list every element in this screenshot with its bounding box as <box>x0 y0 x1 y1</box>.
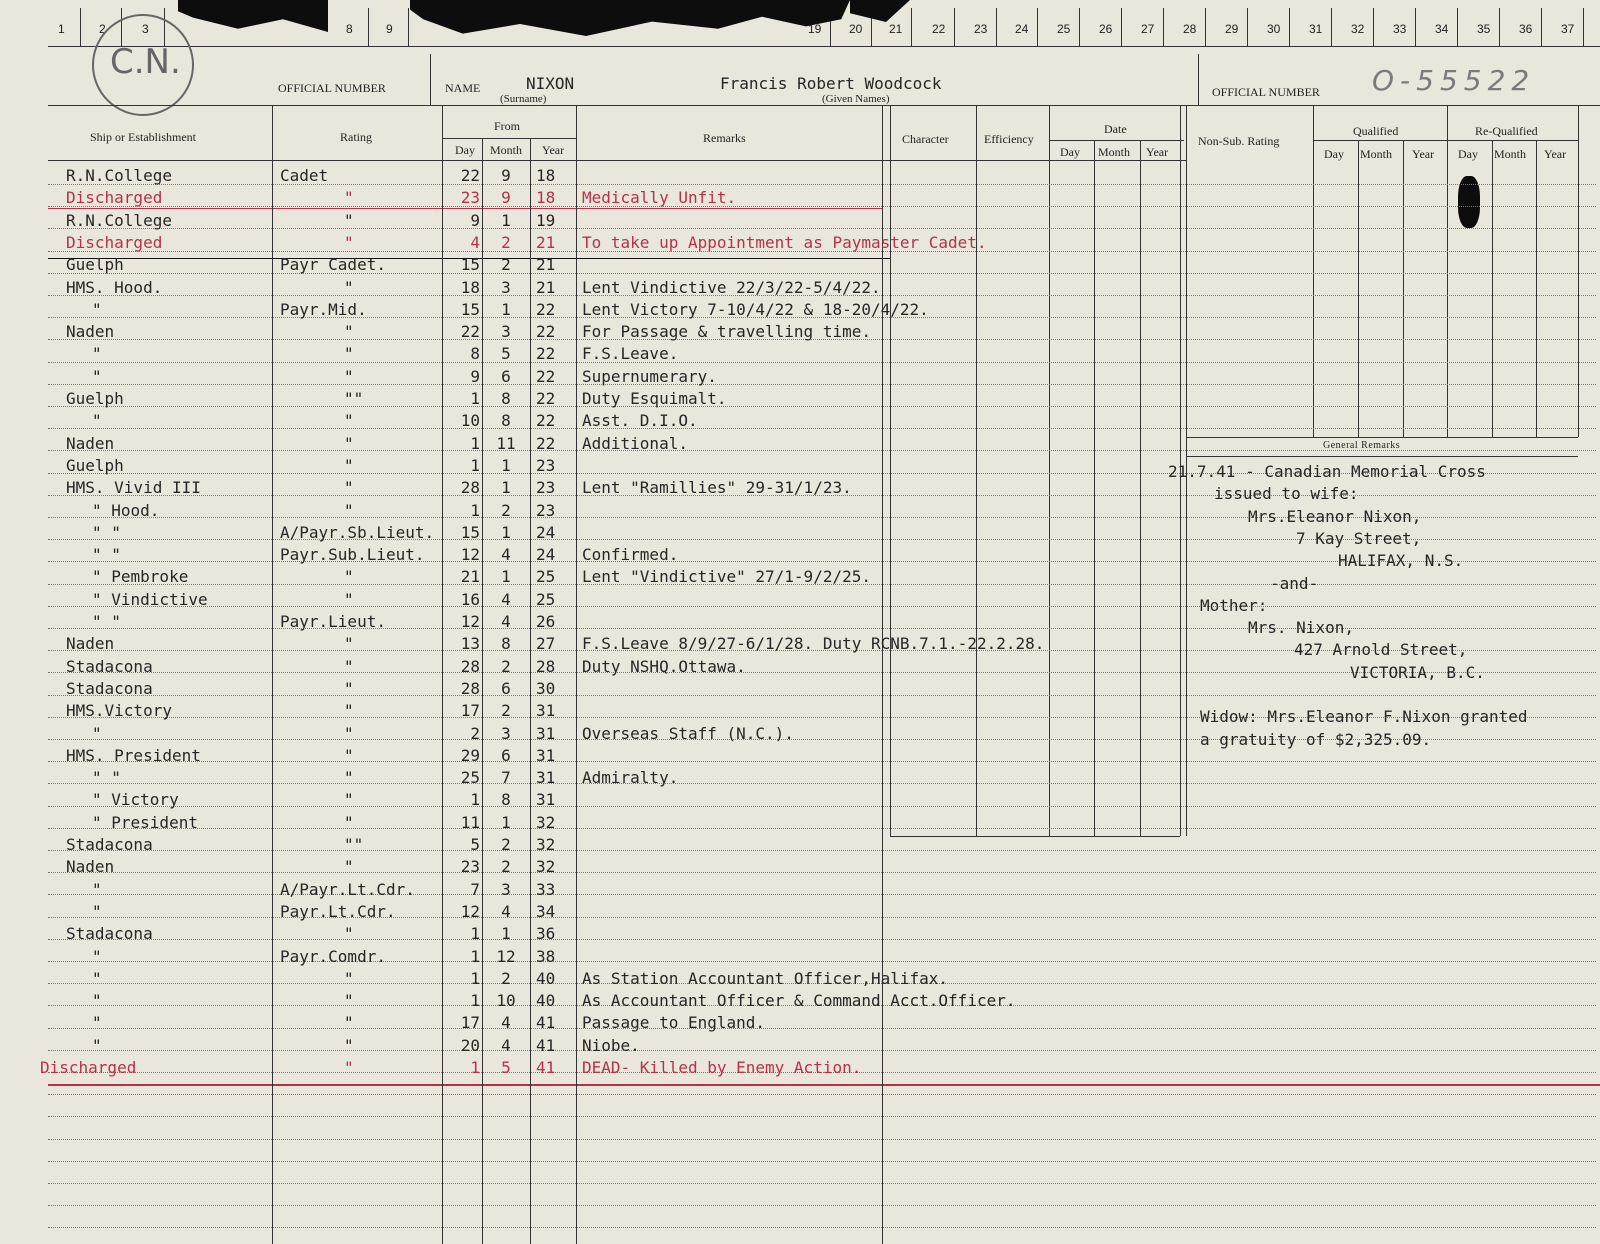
row-month: 1 <box>501 813 511 832</box>
general-remark-line: 21.7.41 - Canadian Memorial Cross <box>1168 462 1486 481</box>
row-day: 1 <box>470 501 480 520</box>
row-rating: " <box>344 679 354 698</box>
row-year: 28 <box>536 657 556 676</box>
row-month: 3 <box>501 724 511 743</box>
col-nonsub-header: Non-Sub. Rating <box>1198 134 1280 148</box>
row-rating: " <box>344 724 354 743</box>
row-month: 2 <box>501 255 511 274</box>
row-remarks: Overseas Staff (N.C.). <box>582 724 794 743</box>
col-year-header: Year <box>542 143 565 157</box>
row-month: 6 <box>501 679 511 698</box>
row-remarks: Admiralty. <box>582 768 679 787</box>
row-ship: " <box>92 411 102 430</box>
row-rating: " <box>344 768 354 787</box>
ruler-number: 32 <box>1351 22 1365 36</box>
ruler-number: 29 <box>1225 22 1239 36</box>
row-day: 1 <box>470 969 480 988</box>
row-month: 1 <box>501 300 511 319</box>
row-ship: " <box>92 344 102 363</box>
row-remarks: For Passage & travelling time. <box>582 322 871 341</box>
row-day: 1 <box>470 991 480 1010</box>
row-month: 8 <box>501 790 511 809</box>
row-rating: " <box>344 924 354 943</box>
row-rating: " <box>344 790 354 809</box>
row-day: 20 <box>460 1036 480 1055</box>
ruler-number: 30 <box>1267 22 1281 36</box>
row-ship: Guelph <box>66 456 124 475</box>
row-rating: " <box>344 211 354 230</box>
row-day: 18 <box>460 278 480 297</box>
row-month: 8 <box>501 389 511 408</box>
row-month: 5 <box>501 1058 511 1077</box>
row-month: 2 <box>501 701 511 720</box>
col-from-header: From <box>494 119 521 133</box>
row-day: 4 <box>470 233 480 252</box>
row-ship: " <box>92 1013 102 1032</box>
row-day: 15 <box>460 523 480 542</box>
row-ship: HMS. President <box>66 746 201 765</box>
row-remarks: As Accountant Officer & Command Acct.Officer. <box>582 991 1016 1010</box>
col-remarks-header: Remarks <box>703 131 746 145</box>
row-month: 1 <box>501 211 511 230</box>
row-year: 18 <box>536 188 556 207</box>
row-day: 11 <box>460 813 480 832</box>
row-year: 25 <box>536 590 556 609</box>
row-remarks: Medically Unfit. <box>582 188 737 207</box>
row-year: 32 <box>536 835 556 854</box>
row-month: 10 <box>496 991 516 1010</box>
row-year: 18 <box>536 166 556 185</box>
row-remarks: Lent Vindictive 22/3/22-5/4/22. <box>582 278 881 297</box>
row-ship: " <box>92 367 102 386</box>
row-year: 23 <box>536 501 556 520</box>
row-ship: " Vindictive <box>92 590 208 609</box>
row-day: 17 <box>460 1013 480 1032</box>
row-rating: " <box>344 857 354 876</box>
row-ship: " <box>92 724 102 743</box>
col-date-year: Year <box>1146 145 1169 159</box>
row-month: 9 <box>501 188 511 207</box>
row-ship: " Victory <box>92 790 179 809</box>
row-rating: " <box>344 634 354 653</box>
row-month: 1 <box>501 456 511 475</box>
row-month: 2 <box>501 657 511 676</box>
row-remarks: F.S.Leave. <box>582 344 679 363</box>
row-day: 22 <box>460 166 480 185</box>
row-month: 3 <box>501 880 511 899</box>
row-rating: " <box>344 478 354 497</box>
ruler-number: 19 <box>808 22 822 36</box>
row-ship: " <box>92 902 102 921</box>
row-rating: " <box>344 657 354 676</box>
row-remarks: Duty NSHQ.Ottawa. <box>582 657 746 676</box>
row-day: 10 <box>460 411 480 430</box>
official-number-label: OFFICIAL NUMBER <box>278 81 386 95</box>
ruler-number: 35 <box>1477 22 1491 36</box>
col-requalified-day: Day <box>1458 147 1478 161</box>
ruler-number: 22 <box>932 22 946 36</box>
row-month: 2 <box>501 233 511 252</box>
row-day: 23 <box>460 188 480 207</box>
row-month: 4 <box>501 590 511 609</box>
general-remark-line: a gratuity of $2,325.09. <box>1200 729 1432 749</box>
row-rating: " <box>344 813 354 832</box>
row-month: 4 <box>501 1013 511 1032</box>
row-day: 28 <box>460 679 480 698</box>
row-ship: R.N.College <box>66 211 172 230</box>
row-year: 31 <box>536 746 556 765</box>
row-year: 26 <box>536 612 556 631</box>
row-month: 7 <box>501 768 511 787</box>
row-day: 1 <box>470 389 480 408</box>
row-remarks: Supernumerary. <box>582 367 717 386</box>
row-day: 12 <box>460 545 480 564</box>
row-ship: " President <box>92 813 198 832</box>
row-month: 1 <box>501 478 511 497</box>
row-month: 6 <box>501 367 511 386</box>
row-rating: " <box>344 567 354 586</box>
ruler-number: 24 <box>1015 22 1029 36</box>
row-year: 34 <box>536 902 556 921</box>
row-rating: " <box>344 233 354 252</box>
row-ship: Guelph <box>66 255 124 274</box>
row-ship: Discharged <box>66 233 163 252</box>
col-character-header: Character <box>902 132 949 146</box>
row-day: 1 <box>470 434 480 453</box>
row-remarks: Asst. D.I.O. <box>582 411 698 430</box>
row-rating: " <box>344 501 354 520</box>
row-ship: " " <box>92 523 121 542</box>
general-remarks-header: General Remarks <box>1323 440 1401 451</box>
row-day: 16 <box>460 590 480 609</box>
row-rating: Payr Cadet. <box>280 255 386 274</box>
row-year: 25 <box>536 567 556 586</box>
row-ship: Discharged <box>66 188 163 207</box>
row-ship: " " <box>92 545 121 564</box>
ruler-number: 23 <box>974 22 988 36</box>
row-year: 22 <box>536 322 556 341</box>
row-year: 30 <box>536 679 556 698</box>
row-ship: Guelph <box>66 389 124 408</box>
col-date-day: Day <box>1060 145 1080 159</box>
row-year: 41 <box>536 1013 556 1032</box>
official-number-label-right: OFFICIAL NUMBER <box>1212 85 1320 99</box>
general-remark-line: Widow: Mrs.Eleanor F.Nixon granted <box>1200 707 1528 727</box>
col-efficiency-header: Efficiency <box>984 132 1034 146</box>
row-rating: " <box>344 969 354 988</box>
row-month: 8 <box>501 411 511 430</box>
row-year: 33 <box>536 880 556 899</box>
row-rating: Payr.Sub.Lieut. <box>280 545 425 564</box>
col-qualified-year: Year <box>1412 147 1435 161</box>
row-month: 2 <box>501 857 511 876</box>
row-year: 21 <box>536 255 556 274</box>
row-month: 2 <box>501 835 511 854</box>
row-remarks: To take up Appointment as Paymaster Cadet. <box>582 233 987 252</box>
row-month: 6 <box>501 746 511 765</box>
row-remarks: Lent "Ramillies" 29-31/1/23. <box>582 478 852 497</box>
row-ship: " Pembroke <box>92 567 189 586</box>
row-month: 8 <box>501 634 511 653</box>
row-year: 22 <box>536 300 556 319</box>
row-rating: " <box>344 1036 354 1055</box>
row-day: 1 <box>470 790 480 809</box>
row-day: 9 <box>470 211 480 230</box>
row-year: 27 <box>536 634 556 653</box>
general-remark-line: 427 Arnold Street, <box>1294 640 1468 660</box>
row-rating: A/Payr.Lt.Cdr. <box>280 880 415 899</box>
row-year: 22 <box>536 411 556 430</box>
row-ship: " <box>92 947 102 966</box>
col-qualified-header: Qualified <box>1353 124 1399 138</box>
row-remarks: DEAD- Killed by Enemy Action. <box>582 1058 862 1077</box>
row-month: 1 <box>501 567 511 586</box>
row-rating: " <box>344 367 354 386</box>
row-rating: Payr.Lt.Cdr. <box>280 902 396 921</box>
general-remark-line: -and- <box>1270 573 1319 593</box>
row-year: 32 <box>536 857 556 876</box>
row-year: 31 <box>536 701 556 720</box>
row-day: 13 <box>460 634 480 653</box>
row-day: 29 <box>460 746 480 765</box>
ruler-number: 20 <box>849 22 863 36</box>
row-ship: " <box>92 991 102 1010</box>
general-remark-line: Mrs. Nixon, <box>1248 618 1354 638</box>
row-day: 1 <box>470 456 480 475</box>
row-rating: Payr.Mid. <box>280 300 367 319</box>
row-day: 12 <box>460 612 480 631</box>
row-day: 23 <box>460 857 480 876</box>
row-year: 22 <box>536 434 556 453</box>
row-day: 1 <box>470 924 480 943</box>
col-date-month: Month <box>1098 145 1131 159</box>
row-month: 2 <box>501 969 511 988</box>
row-rating: " <box>344 991 354 1010</box>
stamp-text: C.N. <box>110 42 181 82</box>
surname: NIXON <box>526 74 575 93</box>
row-remarks: Additional. <box>582 434 688 453</box>
name-label: NAME <box>445 81 481 95</box>
row-rating: Payr.Lieut. <box>280 612 386 631</box>
row-remarks: Passage to England. <box>582 1013 766 1032</box>
row-ship: " <box>92 969 102 988</box>
surname-caption: (Surname) <box>500 93 547 105</box>
row-year: 21 <box>536 233 556 252</box>
general-remark-line: 7 Kay Street, <box>1296 528 1422 548</box>
row-month: 3 <box>501 322 511 341</box>
row-ship: R.N.College <box>66 166 172 185</box>
ruler-number: 36 <box>1519 22 1533 36</box>
ruler-number: 1 <box>58 22 65 36</box>
row-ship: " " <box>92 768 121 787</box>
row-day: 1 <box>470 1058 480 1077</box>
col-rating-header: Rating <box>340 130 372 144</box>
row-rating: Payr.Comdr. <box>280 947 386 966</box>
row-ship: " Hood. <box>92 501 160 520</box>
row-year: 41 <box>536 1036 556 1055</box>
row-day: 22 <box>460 322 480 341</box>
row-rating: A/Payr.Sb.Lieut. <box>280 523 435 542</box>
row-ship: Stadacona <box>66 657 153 676</box>
row-year: 41 <box>536 1058 556 1077</box>
row-ship: Naden <box>66 322 115 341</box>
row-rating: " <box>344 1013 354 1032</box>
row-ship: " <box>92 1036 102 1055</box>
col-requalified-year: Year <box>1544 147 1567 161</box>
row-day: 12 <box>460 902 480 921</box>
row-day: 8 <box>470 344 480 363</box>
row-day: 2 <box>470 724 480 743</box>
row-ship: HMS.Victory <box>66 701 172 720</box>
row-rating: Cadet <box>280 166 329 185</box>
row-ship: Stadacona <box>66 679 153 698</box>
ruler-number: 33 <box>1393 22 1407 36</box>
given-names: Francis Robert Woodcock <box>720 74 942 93</box>
row-rating: "" <box>344 389 364 408</box>
row-year: 22 <box>536 344 556 363</box>
row-remarks: Niobe. <box>582 1036 640 1055</box>
row-year: 23 <box>536 478 556 497</box>
row-day: 17 <box>460 701 480 720</box>
row-rating: " <box>344 746 354 765</box>
row-day: 15 <box>460 300 480 319</box>
ruler-number: 3 <box>142 22 149 36</box>
row-month: 5 <box>501 344 511 363</box>
ruler-number: 37 <box>1561 22 1575 36</box>
ruler-number: 2 <box>99 22 106 36</box>
row-rating: " <box>344 322 354 341</box>
ruler-number: 27 <box>1141 22 1155 36</box>
general-remark-line: issued to wife: <box>1214 484 1359 504</box>
row-year: 19 <box>536 211 556 230</box>
row-year: 22 <box>536 367 556 386</box>
row-rating: " <box>344 188 354 207</box>
ruler-number: 34 <box>1435 22 1449 36</box>
row-rating: " <box>344 411 354 430</box>
col-requalified-header: Re-Qualified <box>1475 124 1538 138</box>
row-month: 4 <box>501 612 511 631</box>
row-year: 36 <box>536 924 556 943</box>
row-rating: "" <box>344 835 364 854</box>
ruler-number: 21 <box>889 22 903 36</box>
col-month-header: Month <box>490 143 523 157</box>
row-ship: Naden <box>66 857 115 876</box>
row-day: 1 <box>470 947 480 966</box>
row-year: 40 <box>536 991 556 1010</box>
col-qualified-month: Month <box>1360 147 1393 161</box>
general-remark-line: HALIFAX, N.S. <box>1338 551 1464 571</box>
row-day: 5 <box>470 835 480 854</box>
row-day: 25 <box>460 768 480 787</box>
row-ship: " " <box>92 612 121 631</box>
row-remarks: Lent Victory 7-10/4/22 & 18-20/4/22. <box>582 300 929 319</box>
row-remarks: Confirmed. <box>582 545 679 564</box>
row-month: 4 <box>501 902 511 921</box>
ruler-number: 28 <box>1183 22 1197 36</box>
row-rating: " <box>344 701 354 720</box>
row-month: 4 <box>501 1036 511 1055</box>
row-ship: Stadacona <box>66 835 153 854</box>
row-remarks: Lent "Vindictive" 27/1-9/2/25. <box>582 567 871 586</box>
row-ship: HMS. Hood. <box>66 278 163 297</box>
row-month: 9 <box>501 166 511 185</box>
row-day: 28 <box>460 657 480 676</box>
row-remarks: Duty Esquimalt. <box>582 389 727 408</box>
row-day: 15 <box>460 255 480 274</box>
row-year: 22 <box>536 389 556 408</box>
row-ship: Stadacona <box>66 924 153 943</box>
given-names-caption: (Given Names) <box>822 93 890 105</box>
ruler-number: 31 <box>1309 22 1323 36</box>
row-ship: " <box>92 880 102 899</box>
general-remark-line: VICTORIA, B.C. <box>1350 662 1485 682</box>
ruler-number: 8 <box>346 22 353 36</box>
row-month: 1 <box>501 924 511 943</box>
row-rating: " <box>344 456 354 475</box>
row-rating: " <box>344 434 354 453</box>
col-qualified-day: Day <box>1324 147 1344 161</box>
row-month: 11 <box>496 434 516 453</box>
row-month: 12 <box>496 947 516 966</box>
row-ship: Naden <box>66 634 115 653</box>
ruler-number: 25 <box>1057 22 1071 36</box>
row-year: 31 <box>536 724 556 743</box>
row-rating: " <box>344 344 354 363</box>
row-month: 2 <box>501 501 511 520</box>
row-ship: Discharged <box>40 1058 137 1077</box>
row-month: 1 <box>501 523 511 542</box>
row-ship: " <box>92 300 102 319</box>
col-date-header: Date <box>1104 122 1127 136</box>
row-year: 31 <box>536 790 556 809</box>
cn-stamp <box>92 14 194 116</box>
official-number-value: O-55522 <box>1372 64 1536 97</box>
row-day: 7 <box>470 880 480 899</box>
ruler-number: 26 <box>1099 22 1113 36</box>
row-year: 23 <box>536 456 556 475</box>
col-day-header: Day <box>455 143 475 157</box>
general-remark-line: Mother: <box>1200 595 1268 615</box>
row-year: 31 <box>536 768 556 787</box>
row-year: 40 <box>536 969 556 988</box>
row-year: 38 <box>536 947 556 966</box>
row-rating: " <box>344 278 354 297</box>
row-ship: Naden <box>66 434 115 453</box>
row-year: 24 <box>536 523 556 542</box>
row-rating: " <box>344 590 354 609</box>
row-day: 9 <box>470 367 480 386</box>
row-year: 24 <box>536 545 556 564</box>
col-ship-header: Ship or Establishment <box>90 130 196 144</box>
row-day: 21 <box>460 567 480 586</box>
row-month: 4 <box>501 545 511 564</box>
row-year: 21 <box>536 278 556 297</box>
row-year: 32 <box>536 813 556 832</box>
row-remarks: As Station Accountant Officer,Halifax. <box>582 969 949 988</box>
ruler-number: 9 <box>386 22 393 36</box>
row-ship: HMS. Vivid III <box>66 478 201 497</box>
col-requalified-month: Month <box>1494 147 1527 161</box>
row-rating: " <box>344 1058 354 1077</box>
row-day: 28 <box>460 478 480 497</box>
row-month: 3 <box>501 278 511 297</box>
row-remarks: F.S.Leave 8/9/27-6/1/28. Duty RCNB.7.1.-22.2.28. <box>582 634 1045 653</box>
general-remark-line: Mrs.Eleanor Nixon, <box>1248 506 1422 526</box>
